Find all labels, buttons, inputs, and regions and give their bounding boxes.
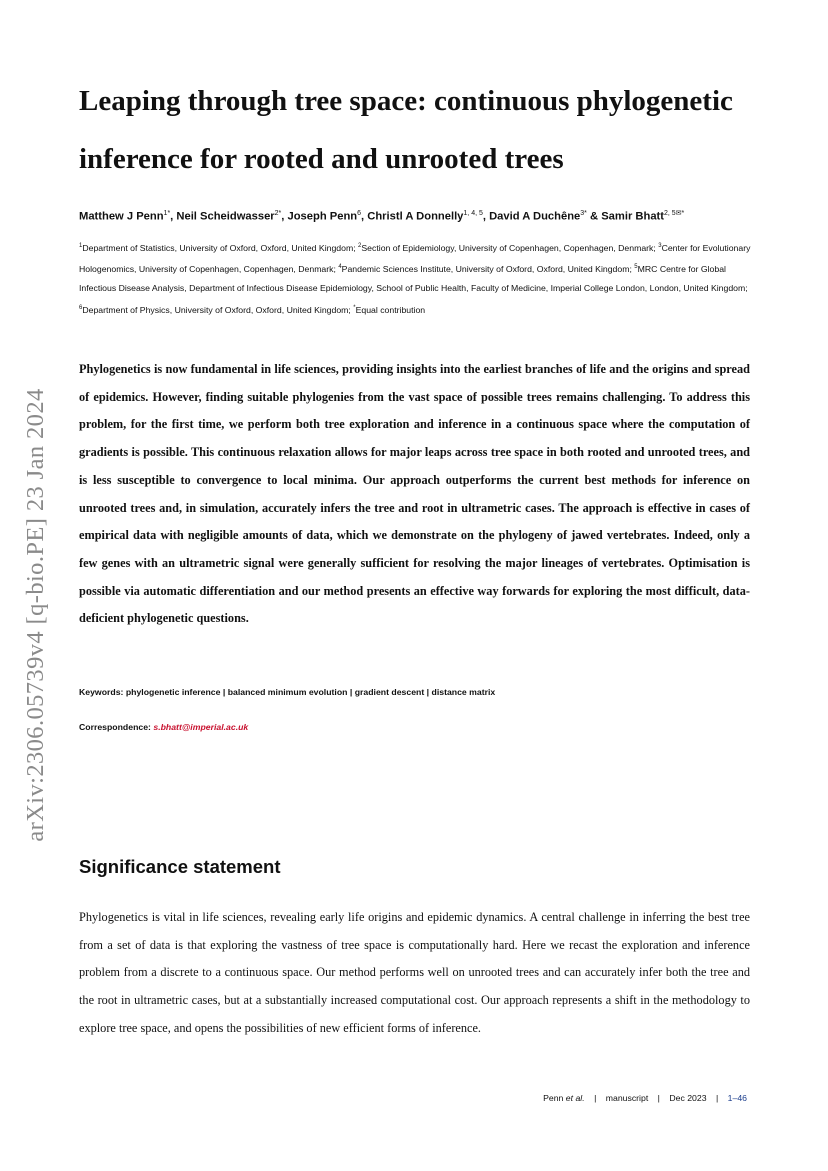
keywords-label: Keywords: xyxy=(79,687,124,697)
footer-separator: | xyxy=(657,1093,660,1103)
abstract: Phylogenetics is now fundamental in life sciences, providing insights into the earliest branches of life and the origins and spread of epidemics. However, finding suitable phylogenies from the vast space of possible trees remains challenging. To address this problem, for the first time, we perform both tree exploration and inference in a continuous space where the computation of gradients is possible. This continuous relaxation allows for major leaps across tree space in both rooted and unrooted trees, and is less susceptible to convergence to local minima. Our approach outperforms the current best methods for inference on unrooted trees and, in simulation, accurately infers the tree and root in ultrametric cases. The approach is effective in cases of empirical data with negligible amounts of data, which we demonstrate on the phylogeny of jawed vertebrates. Indeed, only a few genes with an ultrametric signal were generally sufficient for resolving the major lineages of vertebrates. Optimisation is possible via automatic differentiation and our method presents an effective way forwards for exploring the most difficult, data-deficient phylogenetic questions. xyxy=(79,362,750,626)
footer-doc-type: manuscript xyxy=(605,1093,649,1103)
footer-etal: et al. xyxy=(565,1093,585,1103)
author-separator: , xyxy=(170,210,177,223)
author-name: Samir Bhatt xyxy=(601,210,664,223)
affiliation-marker: * xyxy=(353,304,356,311)
footer-author: Penn xyxy=(543,1093,564,1103)
affiliation-text: MRC Centre for Global Infectious Disease Analysis, Department of Infectious Disease Epidemiology, School of Public Health, Faculty of Medicine, Imperial College London, London, United Kingdom; xyxy=(79,264,748,294)
keyword: balanced minimum evolution xyxy=(227,687,348,697)
author-name: Neil Scheidwasser xyxy=(176,210,275,223)
arxiv-identifier-stamp: arXiv:2306.05739v4 [q-bio.PE] 23 Jan 2024 xyxy=(22,388,49,842)
significance-heading: Significance statement xyxy=(79,856,281,877)
keyword: distance matrix xyxy=(431,687,496,697)
author-separator: , xyxy=(281,210,288,223)
affiliation-marker: 5 xyxy=(634,264,638,271)
footer-date: Dec 2023 xyxy=(669,1093,707,1103)
affiliation-marker: 3 xyxy=(658,243,662,249)
keywords-line xyxy=(79,687,749,697)
author-separator: & xyxy=(586,210,602,223)
footer-separator: | xyxy=(594,1093,597,1103)
affiliation-text: Equal contribution xyxy=(355,304,426,315)
author-separator: , xyxy=(361,210,368,223)
significance-text: Phylogenetics is vital in life sciences, revealing early life origins and epidemic dynamics. A central challenge in inferring the best tree from a set of data is that exploring the vastness of tree space is computationally hard. Here we recast the exploration and inference problem from a discrete to a continuous space. Our method performs well on unrooted trees and can accurately infer both the tree and the root in ultrametric cases, but at a substantially increased computational cost. Our approach represents a shift in the methodology to explore tree space, and opens the possibilities of new efficient forms of inference. xyxy=(79,910,750,1035)
affiliation-marker: 1 xyxy=(79,243,83,249)
correspondence-line xyxy=(79,722,749,732)
affiliation-marker: 4 xyxy=(338,264,342,271)
author-affiliation-marker: 3* xyxy=(580,210,587,217)
author-affiliation-marker: 2* xyxy=(274,210,282,217)
keyword-separator: | xyxy=(220,687,228,697)
affiliation-text: Department of Statistics, University of Oxford, Oxford, United Kingdom; xyxy=(82,242,359,253)
affiliation-text: Center for Evolutionary Hologenomics, University of Copenhagen, Copenhagen, Denmark; xyxy=(79,242,751,275)
author-name: Matthew J Penn xyxy=(79,210,164,223)
author-affiliation-marker: 2, 5✉* xyxy=(664,210,685,217)
correspondence-email-link[interactable]: s.bhatt@imperial.ac.uk xyxy=(153,722,249,732)
correspondence-label: Correspondence: xyxy=(79,722,151,732)
author-affiliation-marker: 6 xyxy=(357,210,362,217)
author-list xyxy=(79,206,769,225)
author-name: Christl A Donnelly xyxy=(367,210,464,223)
keywords-list xyxy=(126,687,495,697)
keyword: phylogenetic inference xyxy=(125,687,221,697)
author-affiliation-marker: 1* xyxy=(163,210,171,217)
footer-page-range-link[interactable]: 1–46 xyxy=(727,1093,747,1103)
author-name: Joseph Penn xyxy=(287,210,358,223)
affiliation-marker: 6 xyxy=(79,304,83,311)
paper-title: Leaping through tree space: continuous phylogenetic inference for rooted and unrooted trees xyxy=(79,85,733,175)
author-affiliation-marker: 1, 4, 5 xyxy=(463,210,483,217)
author-separator: , xyxy=(482,210,490,223)
keyword: gradient descent xyxy=(354,687,425,697)
affiliation-text: Department of Physics, University of Oxford, Oxford, United Kingdom; xyxy=(82,304,354,315)
affiliation-marker: 2 xyxy=(358,243,362,249)
author-name: David A Duchêne xyxy=(489,210,581,223)
affiliation-text: Pandemic Sciences Institute, University of Oxford, Oxford, United Kingdom; xyxy=(341,264,635,275)
affiliations xyxy=(79,237,751,320)
affiliation-text: Section of Epidemiology, University of Copenhagen, Copenhagen, Denmark; xyxy=(361,242,659,253)
keyword-separator: | xyxy=(347,687,355,697)
page-footer xyxy=(543,1093,747,1103)
footer-separator: | xyxy=(715,1093,719,1103)
keyword-separator: | xyxy=(424,687,432,697)
